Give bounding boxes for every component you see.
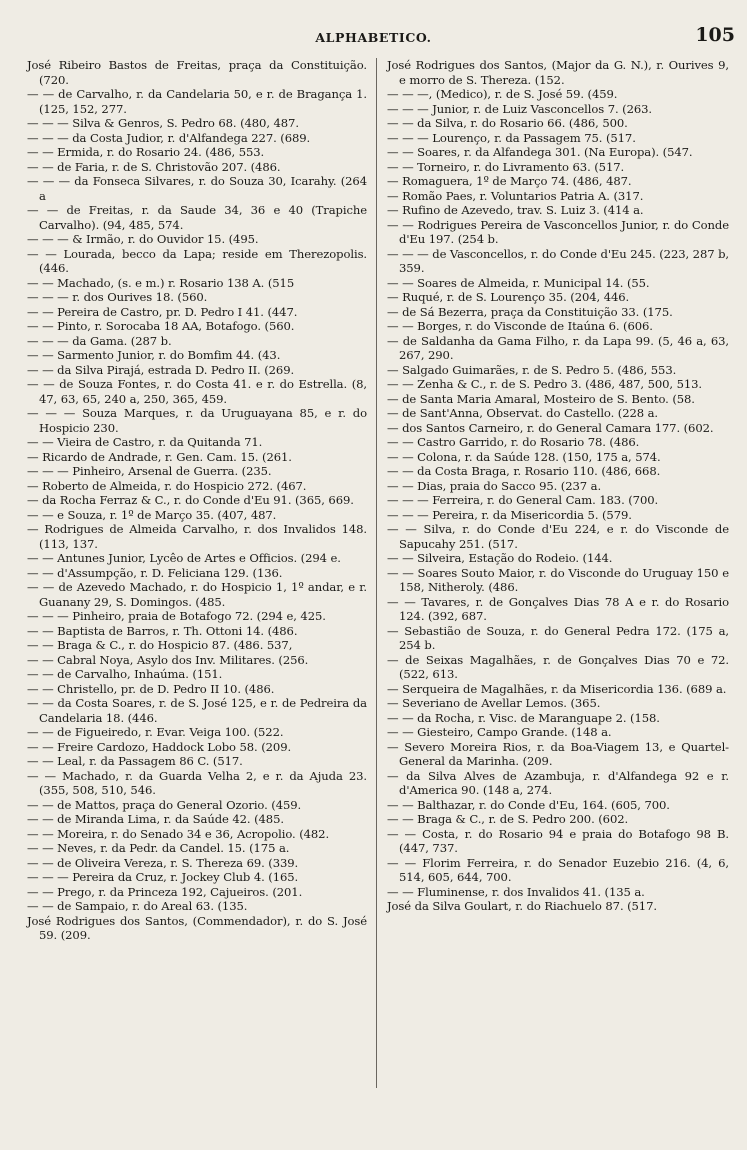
directory-entry: — — da Rocha, r. Visc. de Maranguape 2. (158. [387,710,660,725]
directory-entry: — — e Souza, r. 1º de Março 35. (407, 487. [27,507,277,522]
directory-entry: — — Antunes Junior, Lycêo de Artes e Officios. (294 e. [27,551,341,565]
directory-entry: — Salgado Guimarães, r. de S. Pedro 5. (486, 553. [387,362,677,377]
directory-entry: — — Christello, pr. de D. Pedro II 10. (486. [27,681,275,696]
directory-entry: — — de Carvalho, r. da Candelaria 50, e r. de Bragança 1. (125, 152, 277. [27,87,367,116]
directory-entry: — — — r. dos Ourives 18. (560. [27,290,208,304]
directory-entry: — — Silva, r. do Conde d'Eu 224, e r. do Visconde de Sapucahy 251. (517. [387,522,729,551]
directory-entry: — — Soares de Almeida, r. Municipal 14. (55. [387,275,650,290]
directory-entry: — — Colona, r. da Saúde 128. (150, 175 a, 574. [387,449,661,464]
directory-entry: — — Machado, (s. e m.) r. Rosario 138 A. (515 [27,275,295,290]
directory-entry: — — Dias, praia do Sacco 95. (237 a. [387,478,602,493]
directory-entry: — de Sant'Anna, Observat. do Castello. (228 a. [387,406,659,420]
directory-entry: — — Prego, r. da Princeza 192, Cajueiros. (201. [27,884,303,899]
directory-entry: — — — Pereira, r. da Misericordia 5. (579. [387,507,632,522]
directory-entry: — — Lourada, becco da Lapa; reside em Therezopolis. (446. [27,246,367,275]
directory-entry: — — Florim Ferreira, r. do Senador Euzebio 216. (4, 6, 514, 605, 644, 700. [387,855,729,884]
directory-entry: — — Neves, r. da Pedr. da Candel. 15. (175 a. [27,841,290,855]
directory-entry: — — Giesteiro, Campo Grande. (148 a. [387,725,612,739]
page-header [0,24,747,54]
directory-entry: José Ribeiro Bastos de Freitas, praça da Constituição. (720. [27,58,367,87]
directory-entry: — — de Sampaio, r. do Areal 63. (135. [27,899,248,913]
directory-entry: — — — da Gama. (287 b. [27,333,172,348]
directory-entry: — — — Pinheiro, praia de Botafogo 72. (294 e, 425. [27,609,326,623]
directory-entry: — — de Oliveira Vereza, r. S. Thereza 69. (339. [27,855,299,870]
directory-entry: — — Baptista de Barros, r. Th. Ottoni 14. (486. [27,623,298,638]
directory-entry: — Sebastião de Souza, r. do General Pedra 172. (175 a, 254 b. [387,623,729,652]
directory-entry: — Ricardo de Andrade, r. Gen. Cam. 15. (261. [27,449,292,464]
directory-entry: — — Castro Garrido, r. do Rosario 78. (486. [387,435,640,449]
directory-entry: — — de Freitas, r. da Saude 34, 36 e 40 (Trapiche Carvalho). (94, 485, 574. [27,203,367,232]
directory-entry: — — — Pinheiro, Arsenal de Guerra. (235. [27,464,272,478]
right-column [387,58,729,914]
directory-entry: — — — Silva & Genros, S. Pedro 68. (480, 487. [27,116,299,130]
directory-entry: — — Torneiro, r. do Livramento 63. (517. [387,159,625,174]
directory-entry: — — Leal, r. da Passagem 86 C. (517. [27,754,243,768]
directory-entry: José Rodrigues dos Santos, (Commendador), r. do S. José 59. (209. [27,913,367,942]
directory-entry: — Severiano de Avellar Lemos. (365. [387,696,601,710]
directory-entry: — — de Mattos, praça do General Ozorio. (459. [27,797,302,812]
directory-entry: — — Pinto, r. Sorocaba 18 AA, Botafogo. (560. [27,319,295,333]
directory-entry: — — Machado, r. da Guarda Velha 2, e r. da Ajuda 23. (355, 508, 510, 546. [27,768,367,797]
directory-entry: — — Soares, r. da Alfandega 301. (Na Europa). (547. [387,145,693,159]
directory-entry: — — de Carvalho, Inhaúma. (151. [27,667,223,681]
directory-entry: — — Rodrigues Pereira de Vasconcellos Junior, r. do Conde d'Eu 197. (254 b. [387,217,729,246]
directory-entry: — — de Azevedo Machado, r. do Hospicio 1, 1º andar, e r. Guanany 29, S. Domingos. (485. [27,580,367,609]
directory-entry: — — Borges, r. do Visconde de Itaúna 6. (606. [387,319,653,333]
directory-entry: — — da Costa Braga, r. Rosario 110. (486, 668. [387,464,661,478]
directory-entry: — — Moreira, r. do Senado 34 e 36, Acropolio. (482. [27,826,330,841]
directory-entry: — — — de Vasconcellos, r. do Conde d'Eu 245. (223, 287 b, 359. [387,246,729,275]
directory-entry: José Rodrigues dos Santos, (Major da G. N.), r. Ourives 9, e morro de S. Thereza. (152. [387,58,729,87]
directory-entry: — — de Faria, r. de S. Christovão 207. (486. [27,159,281,174]
directory-entry: — — Tavares, r. de Gonçalves Dias 78 A e r. do Rosario 124. (392, 687. [387,594,729,623]
directory-entry: — Romaguera, 1º de Março 74. (486, 487. [387,174,632,188]
directory-entry: — Rufino de Azevedo, trav. S. Luiz 3. (414 a. [387,203,644,217]
directory-entry: — Romão Paes, r. Voluntarios Patria A. (317. [387,188,644,203]
directory-entry: — — — da Fonseca Silvares, r. do Souza 30, Icarahy. (264 a [27,174,367,203]
directory-entry: — — Vieira de Castro, r. da Quitanda 71. [27,435,263,449]
directory-entry: José da Silva Goulart, r. do Riachuelo 87. (517. [387,899,657,913]
directory-entry: — — de Miranda Lima, r. da Saúde 42. (485. [27,812,284,826]
directory-entry: — Rodrigues de Almeida Carvalho, r. dos Invalidos 148. (113, 137. [27,522,367,551]
directory-entry: — — Freire Cardozo, Haddock Lobo 58. (209. [27,739,292,754]
directory-entry: — — Zenha & C., r. de S. Pedro 3. (486, 487, 500, 513. [387,377,702,391]
directory-entry: — Serqueira de Magalhães, r. da Misericordia 136. (689 a. [387,681,727,696]
directory-entry: — — — Lourenço, r. da Passagem 75. (517. [387,130,636,145]
directory-entry: — — Ermida, r. do Rosario 24. (486, 553. [27,145,265,159]
directory-entry: — — Costa, r. do Rosario 94 e praia do Botafogo 98 B. (447, 737. [387,826,729,855]
directory-entry: — — da Costa Soares, r. de S. José 125, e r. de Pedreira da Candelaria 18. (446. [27,696,367,725]
directory-entry: — — Braga & C., r. do Hospicio 87. (486. 537, [27,638,293,652]
directory-entry: — — de Souza Fontes, r. do Costa 41. e r. do Estrella. (8, 47, 63, 65, 240 a, 250, 365, 459. [27,377,367,406]
directory-entry: — dos Santos Carneiro, r. do General Camara 177. (602. [387,420,714,435]
page-number: 105 [695,24,735,46]
directory-entry: — — — Junior, r. de Luiz Vasconcellos 7. (263. [387,101,652,116]
running-title: ALPHABETICO. [315,30,432,45]
directory-entry: — — — Ferreira, r. do General Cam. 183. (700. [387,493,659,507]
directory-entry: — — —, (Medico), r. de S. José 59. (459. [387,87,618,101]
directory-entry: — Ruqué, r. de S. Lourenço 35. (204, 446. [387,290,630,304]
directory-entry: — — da Silva Pirajá, estrada D. Pedro II. (269. [27,362,295,377]
directory-entry: — — Cabral Noya, Asylo dos Inv. Militares. (256. [27,652,309,667]
directory-entry: — — Braga & C., r. de S. Pedro 200. (602. [387,812,629,826]
left-column [27,58,367,943]
directory-entry: — — da Silva, r. do Rosario 66. (486, 500. [387,116,628,130]
directory-entry: — — — Pereira da Cruz, r. Jockey Club 4. (165. [27,870,299,884]
directory-entry: — — d'Assumpção, r. D. Feliciana 129. (136. [27,565,283,580]
directory-entry: — Severo Moreira Rios, r. da Boa-Viagem 13, e Quartel-General da Marinha. (209. [387,739,729,768]
directory-entry: — — Soares Souto Maior, r. do Visconde do Uruguay 150 e 158, Nitheroly. (486. [387,565,729,594]
directory-entry: — — Fluminense, r. dos Invalidos 41. (135 a. [387,884,645,899]
directory-entry: — de Seixas Magalhães, r. de Gonçalves Dias 70 e 72. (522, 613. [387,652,729,681]
directory-entry: — — — Souza Marques, r. da Uruguayana 85, e r. do Hospicio 230. [27,406,367,435]
directory-entry: — — de Figueiredo, r. Evar. Veiga 100. (522. [27,725,284,739]
directory-entry: — — — & Irmão, r. do Ouvidor 15. (495. [27,232,259,246]
directory-entry: — da Silva Alves de Azambuja, r. d'Alfandega 92 e r. d'America 90. (148 a, 274. [387,768,729,797]
directory-entry: — Roberto de Almeida, r. do Hospicio 272. (467. [27,478,307,493]
directory-entry: — de Santa Maria Amaral, Mosteiro de S. Bento. (58. [387,391,695,406]
directory-entry: — — Silveira, Estação do Rodeio. (144. [387,551,613,565]
directory-entry: — de Sá Bezerra, praça da Constituição 33. (175. [387,304,673,319]
column-divider [376,58,377,1088]
directory-entry: — de Saldanha da Gama Filho, r. da Lapa 99. (5, 46 a, 63, 267, 290. [387,333,729,362]
directory-entry: — — Sarmento Junior, r. do Bomfim 44. (43. [27,348,281,362]
directory-entry: — — Pereira de Castro, pr. D. Pedro I 41. (447. [27,304,298,319]
directory-entry: — — — da Costa Judior, r. d'Alfandega 227. (689. [27,130,311,145]
directory-entry: — — Balthazar, r. do Conde d'Eu, 164. (605, 700. [387,797,670,812]
directory-entry: — da Rocha Ferraz & C., r. do Conde d'Eu 91. (365, 669. [27,493,354,507]
